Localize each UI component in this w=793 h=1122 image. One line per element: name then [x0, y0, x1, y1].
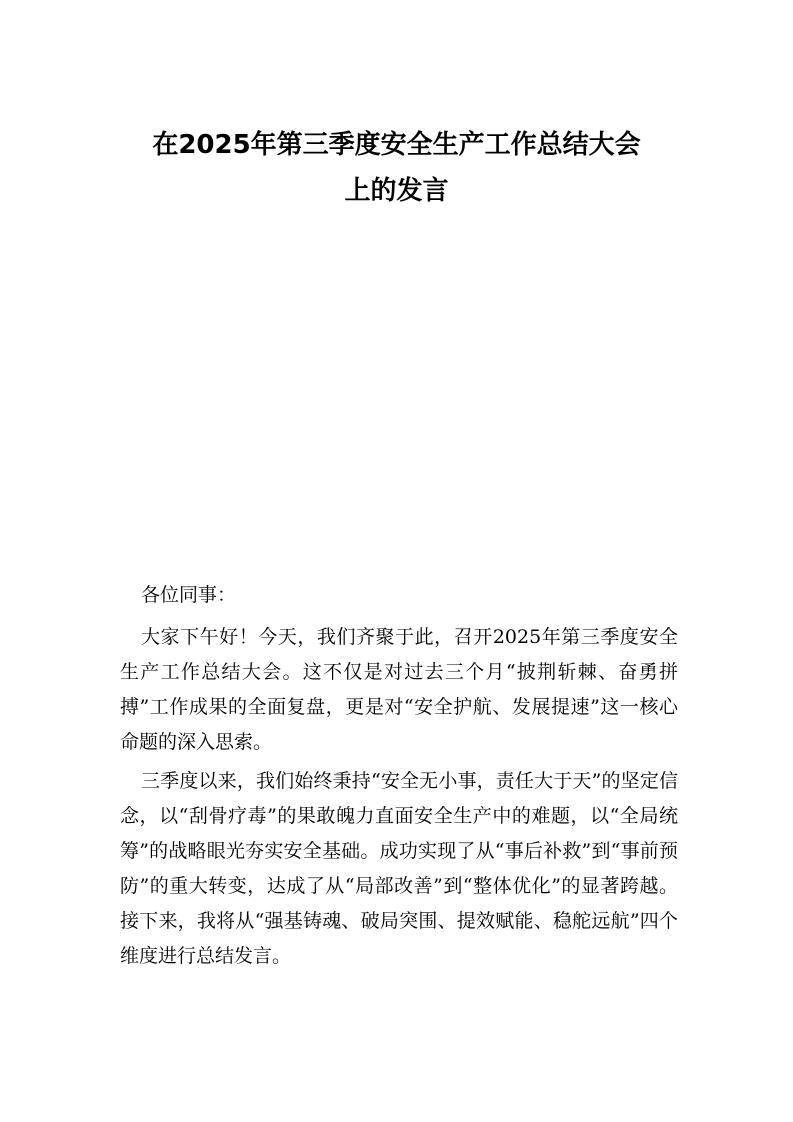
- document-body: [120, 578, 678, 974]
- document-title: [110, 122, 683, 214]
- paragraph-overview: 三季度以来，我们始终秉持“安全无小事，责任大于天”的坚定信念，以“刮骨疗毒”的果敢魄力直面安全生产中的难题，以“全局统筹”的战略眼光夯实安全基础。成功实现了从“事后补救”到“事前预防”的重大转变，达成了从“局部改善”到“整体优化”的显著跨越。接下来，我将从“强基铸魂、破局突围、提效赋能、稳舵远航”四个维度进行总结发言。: [120, 770, 678, 967]
- paragraph-opening: 大家下午好！今天，我们齐聚于此，召开2025年第三季度安全生产工作总结大会。这不仅是对过去三个月“披荆斩棘、奋勇拼搏”工作成果的全面复盘，更是对“安全护航、发展提速”这一核心命题的深入思索。: [120, 626, 678, 753]
- title-line-1: 在2025年第三季度安全生产工作总结大会: [152, 130, 641, 160]
- greeting: 各位同事：: [141, 584, 237, 606]
- title-line-2: 上的发言: [344, 176, 449, 206]
